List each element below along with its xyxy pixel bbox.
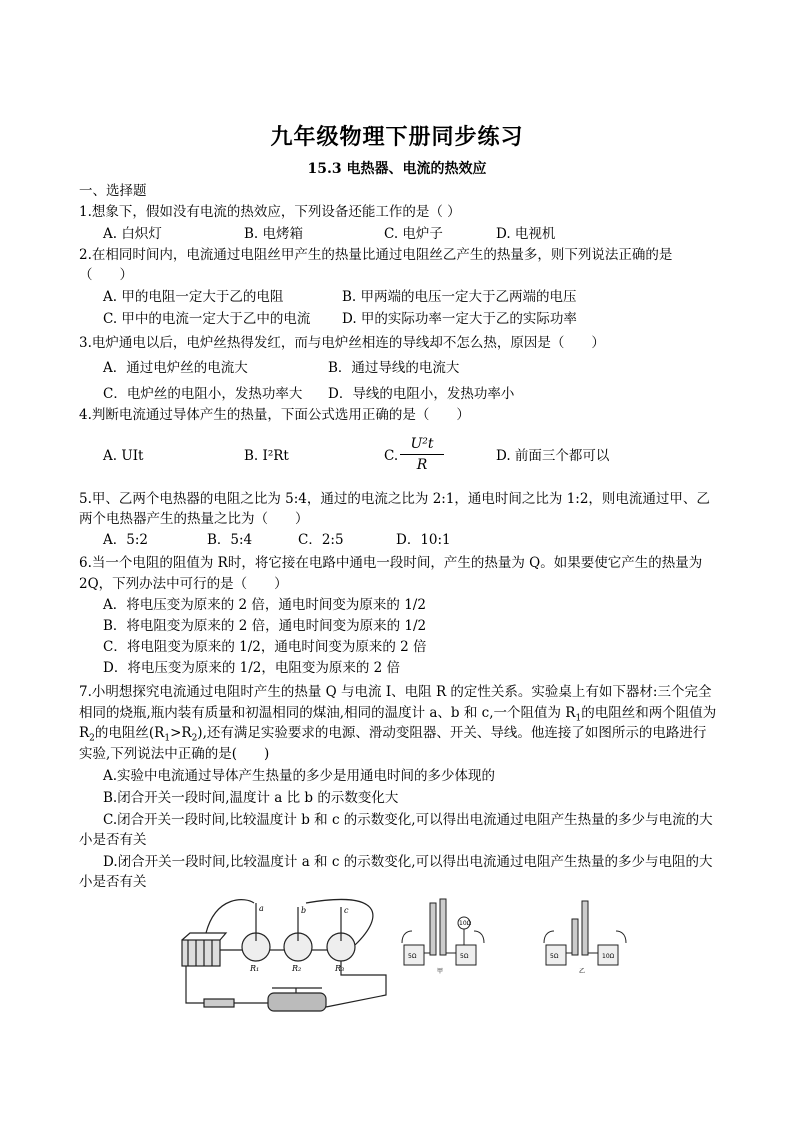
label-b: b bbox=[301, 906, 307, 915]
q7-sub-1a: 1 bbox=[575, 713, 582, 724]
apparatus-jia-figure bbox=[398, 895, 488, 977]
q7-option-a: A.实验中电流通过导体产生热量的多少是用通电时间的多少体现的 bbox=[103, 768, 496, 784]
q7-stem-line3-a: R bbox=[79, 725, 90, 741]
apparatus-yi-figure bbox=[540, 895, 630, 977]
page-subtitle: 15.3 电热器、电流的热效应 bbox=[307, 161, 487, 177]
page-title: 九年级物理下册同步练习 bbox=[270, 124, 524, 150]
q3-option-c: C．电炉丝的电阻小，发热功率大 bbox=[103, 386, 303, 402]
label-r3: R₃ bbox=[335, 964, 345, 973]
q6-option-b: B．将电阻变为原来的 2 倍，通电时间变为原来的 1/2 bbox=[103, 618, 427, 634]
q3-option-d: D．导线的电阻小，发热功率小 bbox=[328, 386, 515, 402]
q1-option-d: D. 电视机 bbox=[496, 226, 556, 242]
switch-icon bbox=[204, 999, 234, 1007]
q3-stem: 3.电炉通电以后，电炉丝热得发红，而与电炉丝相连的导线却不怎么热，原因是（ ） bbox=[79, 335, 605, 351]
q7-sub-2a: 2 bbox=[89, 733, 95, 744]
q4-option-a: A. UIt bbox=[103, 448, 144, 464]
q7-stem-line2-b: 的电阻丝和两个阻值为 bbox=[581, 705, 717, 721]
q4-formula-fraction bbox=[400, 436, 444, 473]
label-yi: 乙 bbox=[579, 968, 586, 975]
q7-stem-line3-c: >R bbox=[170, 725, 192, 741]
q4-formula-denominator: R bbox=[416, 457, 428, 473]
q7-stem-line3-d: ),还有满足实验要求的电源、滑动变阻器、开关、导线。他连接了如图所示的电路进行 bbox=[197, 725, 707, 741]
label-c: c bbox=[344, 906, 349, 915]
q5-stem-line2: 两个电热器产生的热量之比为（ ） bbox=[79, 511, 309, 527]
q7-stem-line2-a: 相同的烧瓶,瓶内装有质量和初温相同的煤油,相同的温度计 a、b 和 c,一个阻值为 R bbox=[79, 705, 576, 721]
q4-option-c: C. bbox=[384, 448, 399, 464]
q6-stem-line1: 6.当一个电阻的阻值为 R时，将它接在电路中通电一段时间，产生的热量为 Q。如果要使它产生的热量为 bbox=[79, 555, 703, 571]
q6-option-d: D．将电压变为原来的 1/2，电阻变为原来的 2 倍 bbox=[103, 660, 401, 676]
q7-option-d-line1: D.闭合开关一段时间,比较温度计 a 和 c 的示数变化,可以得出电流通过电阻产生热量的多少与电阻的大 bbox=[103, 854, 713, 870]
q1-option-a: A. 白炽灯 bbox=[103, 226, 162, 242]
label-10-ohm-2: 10Ω bbox=[602, 953, 615, 960]
q4-formula-numerator: U²t bbox=[400, 436, 444, 455]
q1-stem: 1.想象下，假如没有电流的热效应，下列设备还能工作的是（ ） bbox=[79, 204, 461, 220]
label-10-ohm: 10Ω bbox=[459, 920, 472, 927]
q7-stem-line4: 实验,下列说法中正确的是( ) bbox=[79, 746, 270, 762]
q7-stem-line3-b: 的电阻丝(R bbox=[94, 725, 165, 741]
q2-option-a: A. 甲的电阻一定大于乙的电阻 bbox=[103, 289, 284, 305]
section-heading: 一、选择题 bbox=[79, 183, 147, 199]
q7-sub-1b: 1 bbox=[164, 733, 171, 744]
label-r1: R₁ bbox=[250, 964, 260, 973]
q7-option-c-line1: C.闭合开关一段时间,比较温度计 b 和 c 的示数变化,可以得出电流通过电阻产生热量的多少与电流的大 bbox=[103, 812, 713, 828]
q6-stem-line2: 2Q，下列办法中可行的是（ ） bbox=[79, 576, 288, 592]
q6-option-c: C．将电阻变为原来的 1/2，通电时间变为原来的 2 倍 bbox=[103, 639, 427, 655]
q7-sub-2b: 2 bbox=[191, 733, 198, 744]
q5-option-c: C．2:5 bbox=[298, 532, 344, 548]
q6-option-a: A．将电压变为原来的 2 倍，通电时间变为原来的 1/2 bbox=[103, 597, 426, 613]
q7-option-c-line2: 小是否有关 bbox=[79, 832, 147, 848]
q2-stem-line2: （ ） bbox=[79, 267, 133, 283]
q7-stem-line1: 7.小明想探究电流通过电阻时产生的热量 Q 与电流 I、电阻 R 的定性关系。实验桌上有如下器材:三个完全 bbox=[79, 684, 712, 700]
q5-stem-line1: 5.甲、乙两个电热器的电阻之比为 5:4，通过的电流之比为 2:1，通电时间之比为 1:2，则电流通过甲、乙 bbox=[79, 491, 710, 507]
label-5-ohm-1: 5Ω bbox=[408, 953, 417, 960]
q4-option-b: B. I²Rt bbox=[244, 448, 289, 464]
q7-option-b: B.闭合开关一段时间,温度计 a 比 b 的示数变化大 bbox=[103, 790, 399, 806]
q3-option-a: A．通过电炉丝的电流大 bbox=[103, 360, 248, 376]
q5-option-b: B．5:4 bbox=[207, 532, 253, 548]
q1-option-c: C. 电炉子 bbox=[384, 226, 443, 242]
q4-stem: 4.判断电流通过导体产生的热量，下面公式选用正确的是（ ） bbox=[79, 407, 470, 423]
q2-stem-line1: 2.在相同时间内，电流通过电阻丝甲产生的热量比通过电阻丝乙产生的热量多，则下列说法正确的是 bbox=[79, 247, 673, 263]
q4-option-d: D. 前面三个都可以 bbox=[496, 448, 610, 464]
q5-option-d: D．10:1 bbox=[396, 532, 451, 548]
q1-option-b: B. 电烤箱 bbox=[244, 226, 304, 242]
q5-option-a: A．5:2 bbox=[103, 532, 148, 548]
q2-option-c: C. 甲中的电流一定大于乙中的电流 bbox=[103, 311, 311, 327]
q3-option-b: B．通过导线的电流大 bbox=[328, 360, 460, 376]
label-5-ohm-3: 5Ω bbox=[550, 953, 559, 960]
label-a: a bbox=[259, 904, 264, 913]
rheostat-icon bbox=[268, 993, 326, 1011]
q7-option-d-line2: 小是否有关 bbox=[79, 874, 147, 890]
label-r2: R₂ bbox=[292, 964, 302, 973]
q2-option-b: B. 甲两端的电压一定大于乙两端的电压 bbox=[342, 289, 577, 305]
label-jia: 甲 bbox=[437, 968, 444, 975]
label-5-ohm-2: 5Ω bbox=[460, 953, 469, 960]
q2-option-d: D. 甲的实际功率一定大于乙的实际功率 bbox=[342, 311, 577, 327]
circuit-diagram-figure bbox=[176, 895, 396, 1020]
